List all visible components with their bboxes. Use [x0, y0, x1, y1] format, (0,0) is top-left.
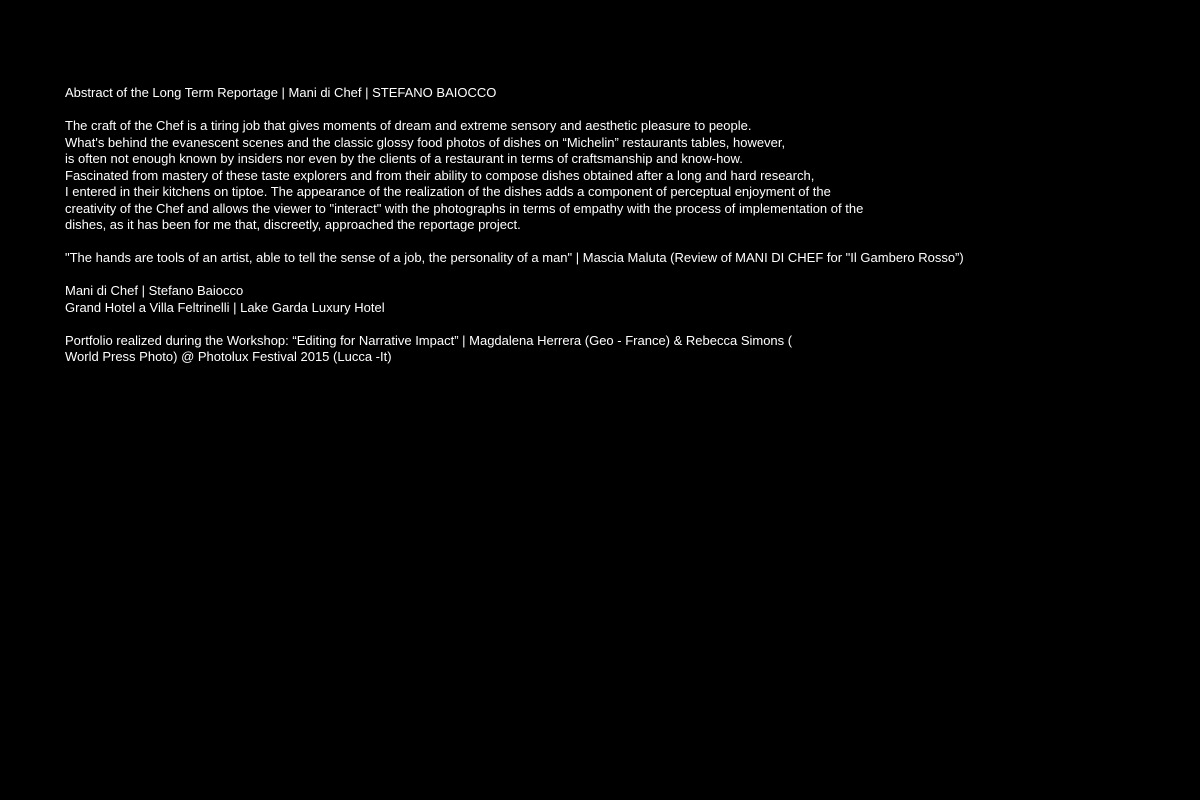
- abstract-text-block: [65, 85, 1145, 366]
- abstract-line: The craft of the Chef is a tiring job that gives moments of dream and extreme sensory and aesthetic pleasure to people.: [65, 118, 752, 133]
- portfolio-line: World Press Photo) @ Photolux Festival 2015 (Lucca -It): [65, 349, 392, 364]
- spacer: [65, 102, 1145, 119]
- abstract-line: creativity of the Chef and allows the viewer to "interact" with the photographs in terms of empathy with the process of implementation of the: [65, 200, 864, 216]
- abstract-line: is often not enough known by insiders nor even by the clients of a restaurant in terms of craftsmanship and know-how.: [65, 151, 743, 166]
- portfolio-line: Portfolio realized during the Workshop: “Editing for Narrative Impact” | Magdalena Herrera (Geo - France) & Rebecca Simons (: [65, 332, 793, 348]
- credit-line: Grand Hotel a Villa Feltrinelli | Lake Garda Luxury Hotel: [65, 299, 385, 315]
- abstract-heading: Abstract of the Long Term Reportage | Mani di Chef | STEFANO BAIOCCO: [65, 85, 497, 100]
- abstract-line: I entered in their kitchens on tiptoe. The appearance of the realization of the dishes adds a component of perceptual enjoyment of the: [65, 184, 831, 199]
- spacer: [65, 234, 1145, 251]
- abstract-line: dishes, as it has been for me that, discreetly, approached the reportage project.: [65, 217, 521, 232]
- abstract-line: What's behind the evanescent scenes and the classic glossy food photos of dishes on “Michelin” restaurants tables, however,: [65, 134, 786, 150]
- spacer: [65, 267, 1145, 284]
- abstract-line: Fascinated from mastery of these taste explorers and from their ability to compose dishes obtained after a long and hard research,: [65, 167, 815, 183]
- credit-line: Mani di Chef | Stefano Baiocco: [65, 283, 244, 298]
- spacer: [65, 316, 1145, 333]
- review-quote: "The hands are tools of an artist, able to tell the sense of a job, the personality of a man" | Mascia Maluta (Review of MANI DI CHEF for "Il Gambero Rosso”): [65, 250, 964, 265]
